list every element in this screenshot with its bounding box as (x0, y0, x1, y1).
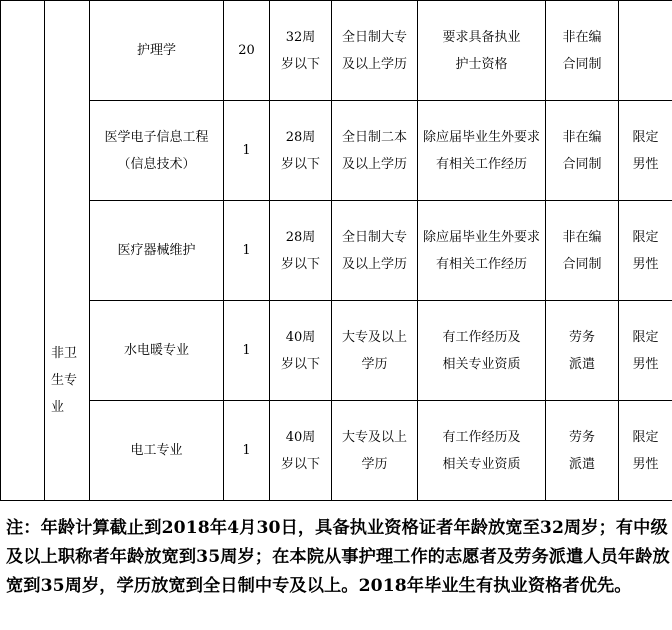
major-cell: 医学电子信息工程（信息技术） (90, 101, 224, 201)
employment-cell: 劳务派遣 (546, 301, 619, 401)
count-cell: 1 (224, 101, 270, 201)
footnote: 注：年龄计算截止到2018年4月30日，具备执业资格证者年龄放宽至32周岁；有中级及以上职称者年龄放宽到35周岁；在本院从事护理工作的志愿者及劳务派遣人员年龄放宽到35周岁，学历放宽到全日制中专及以上。2018年毕业生有执业资格者优先。 (6, 518, 670, 596)
requirement-cell: 除应届毕业生外要求有相关工作经历 (418, 201, 546, 301)
education-cell: 大专及以上学历 (332, 401, 418, 501)
remark-cell: 限定男性 (619, 101, 672, 201)
major-cell: 护理学 (90, 1, 224, 101)
table-row (1, 401, 672, 501)
count-cell: 1 (224, 401, 270, 501)
remark-cell: 限定男性 (619, 301, 672, 401)
age-cell: 40周岁以下 (270, 301, 332, 401)
requirement-cell: 要求具备执业护士资格 (418, 1, 546, 101)
employment-cell: 非在编合同制 (546, 101, 619, 201)
age-cell: 32周岁以下 (270, 1, 332, 101)
count-cell: 1 (224, 201, 270, 301)
category-cell (45, 1, 90, 501)
employment-cell: 劳务派遣 (546, 401, 619, 501)
requirement-cell: 除应届毕业生外要求有相关工作经历 (418, 101, 546, 201)
requirement-cell: 有工作经历及相关专业资质 (418, 401, 546, 501)
remark-cell (619, 1, 672, 101)
table-row (1, 1, 672, 101)
count-cell: 20 (224, 1, 270, 101)
age-cell: 40周岁以下 (270, 401, 332, 501)
major-cell: 医疗器械维护 (90, 201, 224, 301)
remark-cell: 限定男性 (619, 201, 672, 301)
age-cell: 28周岁以下 (270, 201, 332, 301)
employment-cell: 非在编合同制 (546, 201, 619, 301)
table-row (1, 301, 672, 401)
education-cell: 全日制大专及以上学历 (332, 1, 418, 101)
requirement-cell: 有工作经历及相关专业资质 (418, 301, 546, 401)
age-cell: 28周岁以下 (270, 101, 332, 201)
category-label: 非卫生专业 (51, 346, 78, 415)
major-cell: 水电暖专业 (90, 301, 224, 401)
remark-cell: 限定男性 (619, 401, 672, 501)
count-cell: 1 (224, 301, 270, 401)
blank-cell (1, 1, 45, 501)
education-cell: 大专及以上学历 (332, 301, 418, 401)
major-cell: 电工专业 (90, 401, 224, 501)
table-row (1, 101, 672, 201)
employment-cell: 非在编合同制 (546, 1, 619, 101)
education-cell: 全日制大专及以上学历 (332, 201, 418, 301)
table-row (1, 201, 672, 301)
education-cell: 全日制二本及以上学历 (332, 101, 418, 201)
